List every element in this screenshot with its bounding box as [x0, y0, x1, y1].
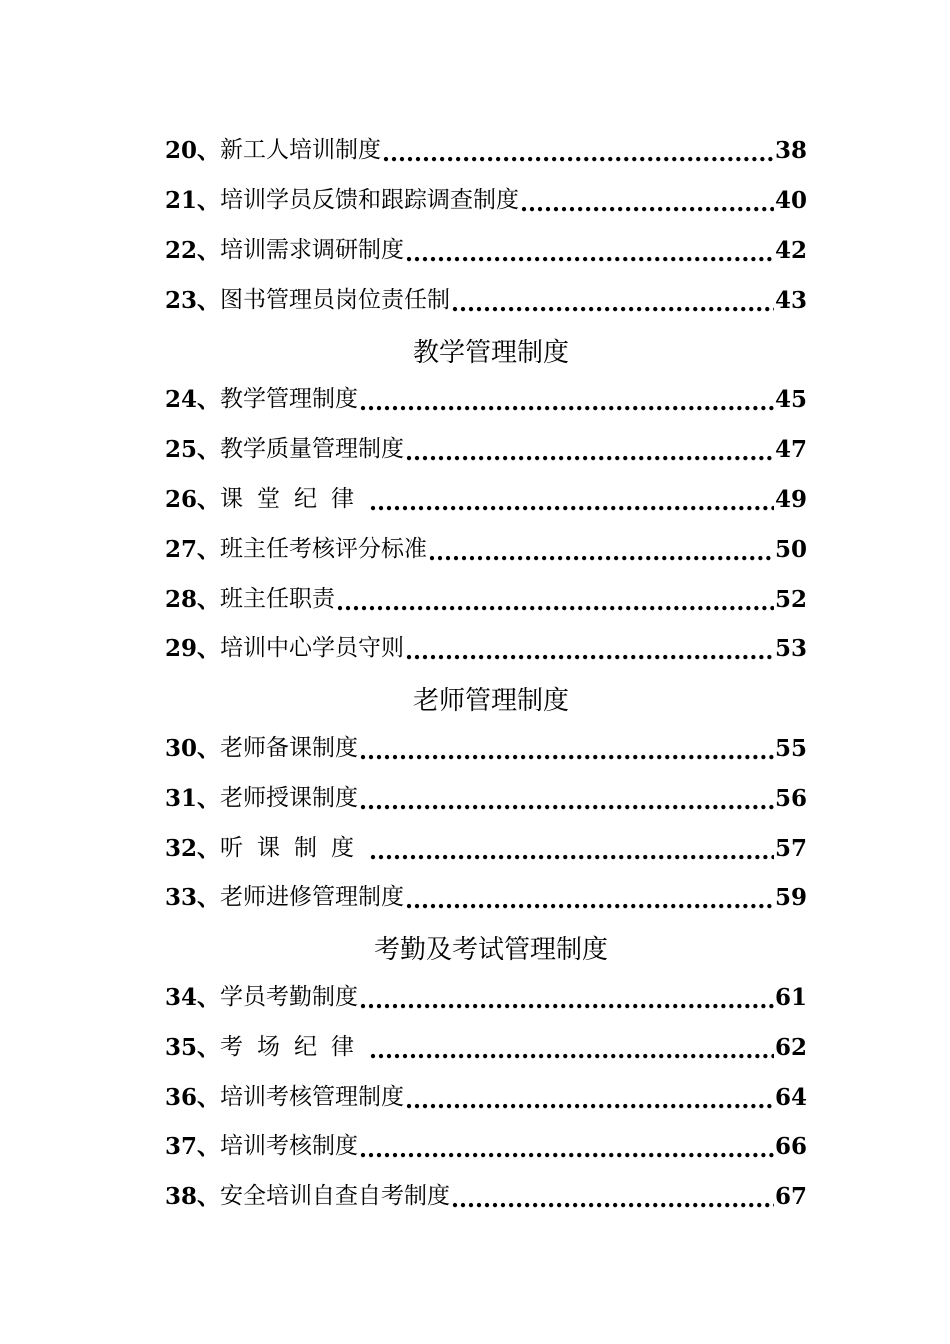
toc-entry-page: 62 — [774, 1033, 807, 1061]
toc-entry-page: 49 — [774, 485, 807, 513]
toc-entry-page: 42 — [774, 236, 807, 264]
toc-entry-page: 53 — [774, 635, 807, 663]
toc-entry-number: 33、 — [165, 884, 221, 912]
toc-entry-number: 28、 — [165, 585, 221, 613]
toc-dot-leader — [336, 591, 774, 614]
toc-entry-number: 24、 — [165, 386, 221, 414]
toc-entry-number: 30、 — [165, 734, 221, 762]
section-heading: 考勤及考试管理制度 — [373, 935, 608, 966]
toc-entry[interactable] — [165, 126, 807, 176]
toc-entry-number: 26、 — [165, 485, 221, 513]
toc-dot-leader — [369, 491, 774, 514]
toc-dot-leader — [369, 1039, 774, 1062]
toc-entry-page: 67 — [774, 1183, 807, 1211]
toc-entry-page: 43 — [774, 286, 807, 314]
toc-entry-title: 新工人培训制度 — [220, 137, 382, 164]
toc-dot-leader — [382, 142, 774, 165]
toc-entry-number: 27、 — [165, 535, 221, 563]
toc-entry-page: 40 — [774, 187, 807, 215]
toc-entry-title: 教学管理制度 — [220, 386, 359, 413]
toc-dot-leader — [520, 192, 774, 215]
toc-entry[interactable] — [165, 1122, 807, 1172]
toc-entry-number: 32、 — [165, 834, 221, 862]
toc-entry-number: 35、 — [165, 1033, 221, 1061]
toc-dot-leader — [451, 292, 774, 315]
toc-dot-leader — [359, 740, 774, 763]
toc-entry-page: 47 — [774, 436, 807, 464]
toc-entry-title: 图书管理员岗位责任制 — [220, 286, 451, 313]
toc-dot-leader — [405, 242, 774, 265]
toc-entry[interactable] — [165, 275, 807, 325]
toc-entry-page: 38 — [774, 137, 807, 165]
toc-entry[interactable] — [165, 574, 807, 624]
toc-entry[interactable] — [165, 425, 807, 475]
toc-entry-page: 50 — [774, 535, 807, 563]
toc-dot-leader — [359, 790, 774, 813]
toc-entry-number: 38、 — [165, 1183, 221, 1211]
toc-entry[interactable] — [165, 524, 807, 574]
toc-entry-title: 老师备课制度 — [220, 734, 359, 761]
toc-dot-leader — [359, 989, 774, 1012]
toc-dot-leader — [359, 391, 774, 414]
toc-entry-title: 班主任考核评分标准 — [220, 535, 428, 562]
toc-entry[interactable] — [165, 1022, 807, 1072]
toc-entry[interactable] — [165, 176, 807, 226]
toc-entry-page: 55 — [774, 734, 807, 762]
toc-entry-number: 20、 — [165, 137, 221, 165]
toc-entry[interactable] — [165, 624, 807, 674]
toc-dot-leader — [359, 1138, 774, 1161]
toc-entry-page: 52 — [774, 585, 807, 613]
toc-dot-leader — [405, 441, 774, 464]
toc-dot-leader — [405, 889, 774, 912]
toc-entry-title: 学员考勤制度 — [220, 983, 359, 1010]
toc-entry-title: 安全培训自查自考制度 — [220, 1183, 451, 1210]
toc-entry-number: 36、 — [165, 1083, 221, 1111]
toc-entry-title: 班主任职责 — [220, 585, 336, 612]
toc-entry[interactable] — [165, 773, 807, 823]
toc-entry[interactable] — [165, 375, 807, 425]
toc-entry-number: 34、 — [165, 983, 221, 1011]
toc-entry[interactable] — [165, 1072, 807, 1122]
toc-entry[interactable] — [165, 823, 807, 873]
toc-entry-title: 培训考核管理制度 — [220, 1083, 405, 1110]
toc-entry-number: 21、 — [165, 187, 221, 215]
toc-entry-title: 老师进修管理制度 — [220, 884, 405, 911]
toc-entry-number: 29、 — [165, 635, 221, 663]
toc-entry[interactable] — [165, 475, 807, 525]
toc-entry-number: 25、 — [165, 436, 221, 464]
toc-dot-leader — [428, 541, 774, 564]
toc-entry-number: 23、 — [165, 286, 221, 314]
toc-entry[interactable] — [165, 724, 807, 774]
toc-entry-page: 45 — [774, 386, 807, 414]
toc-entry-title: 考场纪律 — [220, 1033, 369, 1060]
toc-entry-number: 31、 — [165, 784, 221, 812]
toc-dot-leader — [451, 1188, 774, 1211]
toc-entry[interactable] — [165, 226, 807, 276]
section-heading: 老师管理制度 — [412, 686, 569, 717]
toc-dot-leader — [405, 640, 774, 663]
toc-entry-page: 59 — [774, 884, 807, 912]
toc-entry-title: 课堂纪律 — [220, 485, 369, 512]
toc-entry-title: 培训考核制度 — [220, 1133, 359, 1160]
toc-entry-number: 37、 — [165, 1133, 221, 1161]
toc-entry-page: 57 — [774, 834, 807, 862]
toc-entry-title: 教学质量管理制度 — [220, 436, 405, 463]
toc-entry-page: 64 — [774, 1083, 807, 1111]
toc-entry-page: 61 — [774, 983, 807, 1011]
toc-entry-page: 66 — [774, 1133, 807, 1161]
toc-entry-title: 培训学员反馈和跟踪调查制度 — [220, 187, 520, 214]
toc-entry[interactable] — [165, 973, 807, 1023]
toc-dot-leader — [369, 840, 774, 863]
toc-entry-title: 听课制度 — [220, 834, 369, 861]
toc-entry[interactable] — [165, 873, 807, 923]
toc-entry-title: 培训中心学员守则 — [220, 635, 405, 662]
toc-dot-leader — [405, 1089, 774, 1112]
toc-entry-number: 22、 — [165, 236, 221, 264]
toc-entry-page: 56 — [774, 784, 807, 812]
table-of-contents — [165, 126, 807, 1222]
toc-entry-title: 培训需求调研制度 — [220, 236, 405, 263]
section-heading: 教学管理制度 — [412, 337, 569, 368]
toc-entry-title: 老师授课制度 — [220, 784, 359, 811]
toc-entry[interactable] — [165, 1172, 807, 1222]
